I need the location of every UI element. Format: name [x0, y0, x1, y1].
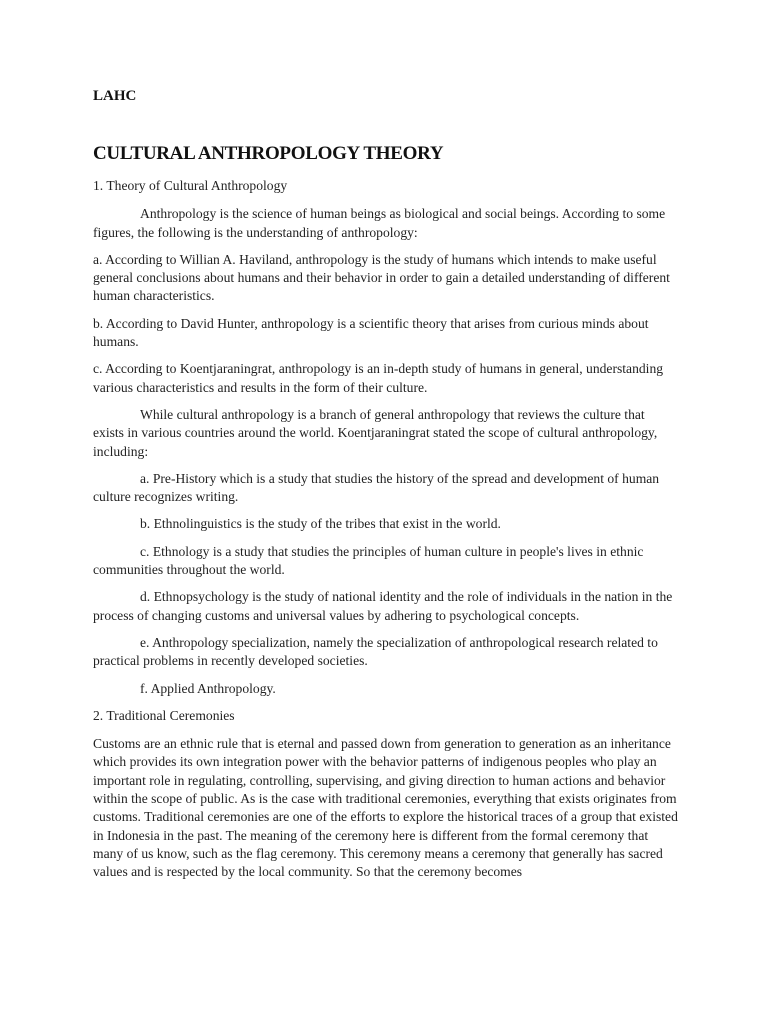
section-heading-1: 1. Theory of Cultural Anthropology	[93, 178, 288, 193]
list-item-ethnology: c. Ethnology is a study that studies the principles of human culture in people's lives in ethnic communities throughout the world.	[93, 543, 644, 578]
list-item-haviland: a. According to Willian A. Haviland, anthropology is the study of humans which intends to make useful general conclusions about humans and their behavior in order to gain a detailed understanding of different human characteristics.	[93, 251, 670, 304]
list-item-hunter: b. According to David Hunter, anthropology is a scientific theory that arises from curious minds about humans.	[93, 315, 649, 350]
paragraph-customs: Customs are an ethnic rule that is eternal and passed down from generation to generation as an inheritance which provides its own integration power with the behavior patterns of indigenous peoples who play an important role in regulating, controlling, supervising, and giving direction to human actions and behavior within the scope of public. As is the case with traditional ceremonies, everything that exists originates from customs. Traditional ceremonies are one of the efforts to explore the historical traces of a group that existed in Indonesia in the past. The meaning of the ceremony here is different from the formal ceremony that many of us know, such as the flag ceremony. This ceremony means a ceremony that generally has sacred values and is respected by the local community. So that the ceremony becomes	[93, 736, 678, 880]
paragraph-cultural-anthropology: While cultural anthropology is a branch of general anthropology that reviews the culture that exists in various countries around the world. Koentjaraningrat stated the scope of cultural anthropology, including:	[93, 406, 658, 459]
list-item-specialization: e. Anthropology specialization, namely the specialization of anthropological research related to practical problems in recently developed societies.	[93, 634, 658, 669]
document-body	[93, 177, 678, 891]
header-label: LAHC	[93, 88, 137, 104]
list-item-ethnopsychology: d. Ethnopsychology is the study of national identity and the role of individuals in the nation in the process of changing customs and universal values by adhering to psychological concepts.	[93, 589, 673, 623]
list-item-ethnolinguistics: b. Ethnolinguistics is the study of the tribes that exist in the world.	[140, 516, 501, 532]
page-title: CULTURAL ANTHROPOLOGY THEORY	[93, 143, 444, 164]
section-heading-2: 2. Traditional Ceremonies	[93, 707, 235, 723]
list-item-prehistory: a. Pre-History which is a study that studies the history of the spread and development of human culture recognizes writing.	[93, 470, 660, 505]
list-item-koentjaraningrat: c. According to Koentjaraningrat, anthropology is an in-depth study of humans in general, understanding various characteristics and results in the form of their culture.	[93, 361, 664, 395]
paragraph-intro: Anthropology is the science of human beings as biological and social beings. According to some figures, the following is the understanding of anthropology:	[93, 206, 666, 240]
list-item-applied: f. Applied Anthropology.	[140, 680, 276, 696]
